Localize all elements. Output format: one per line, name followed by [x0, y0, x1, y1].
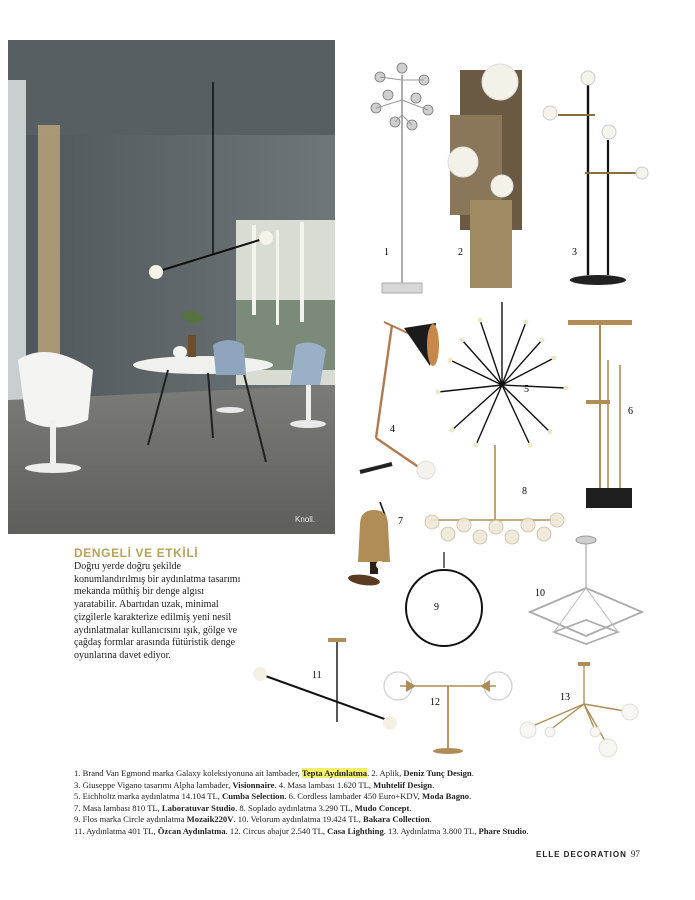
page-footer: [536, 849, 640, 859]
product-1-floor-lamp: [371, 63, 433, 293]
product-number-6: 6: [628, 406, 633, 417]
caption-line: 9. Flos marka Circle aydınlatma Mozaik220V. 10. Velorum aydınlatma 19.424 TL, Bakara Collection.: [74, 814, 432, 824]
hero-photo: [8, 40, 335, 534]
caption-brand: Özcan Aydınlatma: [157, 825, 226, 836]
caption-line: 11. Aydınlatma 401 TL, Özcan Aydınlatma. 12. Circus abajur 2.540 TL, Casa Lighthing. 13. Aydınlatma 3.800 TL, Phare Studio.: [74, 825, 529, 836]
product-number-13: 13: [560, 692, 570, 703]
caption-brand: Moda Bagno: [422, 791, 470, 801]
product-number-9: 9: [434, 602, 439, 613]
magazine-name: ELLE DECORATION: [536, 850, 627, 859]
caption-brand: Mozaik220V: [186, 814, 234, 824]
product-captions: [74, 768, 674, 837]
product-6-cordless-lamp: [568, 320, 632, 508]
product-7-desk-lamp: [347, 502, 390, 587]
product-number-7: 7: [398, 516, 403, 527]
caption-brand: Laboratuvar Studio: [161, 802, 236, 813]
product-number-4: 4: [390, 424, 395, 435]
product-number-10: 10: [535, 588, 545, 599]
caption-brand: Deniz Tunç Design: [403, 768, 472, 778]
product-8-chandelier: [425, 445, 564, 544]
product-number-12: 12: [430, 697, 440, 708]
page-number: 97: [630, 849, 640, 859]
product-5-chandelier: [438, 302, 566, 445]
product-9-circle-light: [406, 552, 482, 646]
caption-line: 5. Eichholtz marka aydınlatma 14.104 TL, Cumba Selection. 6. Cordless lambader 450 Euro+KDV, Moda Bagno.: [74, 791, 472, 801]
caption-line: 7. Masa lambası 810 TL, Laboratuvar Studio. 8. Soplado aydınlatma 3.290 TL, Mudo Concept.: [74, 802, 412, 813]
product-number-11: 11: [312, 670, 322, 681]
caption-brand: Casa Lighthing: [327, 825, 384, 836]
photo-credit: Knoll.: [295, 515, 316, 524]
caption-brand: Mudo Concept: [354, 802, 410, 813]
caption-brand: Tepta Aydınlatma: [301, 768, 368, 778]
product-number-3: 3: [572, 247, 577, 258]
product-11-pendant-light: [253, 638, 397, 730]
caption-brand: Bakara Collection: [363, 814, 430, 824]
product-13-chandelier: [520, 662, 638, 757]
product-number-2: 2: [458, 247, 463, 258]
product-collage: [312, 40, 695, 760]
article-intro: Doğru yerde doğru şekilde konumlandırılmış bir aydınlatma tasarımı mekanda müthiş bir denge algısı yaratabilir. Abartıdan uzak, minimal çizgilerle karakterize edilmiş yeni nesil aydınlatmalar kullanıcısını ışık, gölge ve çağdaş formlar arasında fütüristik denge oyunlarına davet ediyor.: [74, 561, 241, 661]
caption-brand: Cumba Selection: [222, 791, 285, 801]
product-number-1: 1: [384, 247, 389, 258]
product-4-desk-lamp: [360, 322, 439, 479]
caption-brand: Visionnaire: [232, 779, 275, 790]
caption-brand: Phare Studio: [478, 825, 527, 836]
product-12-table-lamp: [384, 672, 512, 754]
product-number-8: 8: [522, 486, 527, 497]
article-heading: DENGELİ VE ETKİLİ: [74, 546, 199, 560]
caption-brand: Muhtelif Design: [373, 779, 433, 790]
caption-line: 1. Brand Van Egmond marka Galaxy koleksiyonuna ait lambader, Tepta Aydınlatma. 2. Aplik, Deniz Tunç Design.: [74, 768, 474, 778]
caption-line: 3. Giuseppe Vigano tasarımı Alpha lambader, Visionnaire. 4. Masa lambası 1.620 TL, Muhtelif Design.: [74, 779, 435, 790]
product-10-chandelier: [530, 536, 642, 644]
product-3-floor-lamp: [543, 71, 648, 285]
product-number-5: 5: [524, 384, 529, 395]
